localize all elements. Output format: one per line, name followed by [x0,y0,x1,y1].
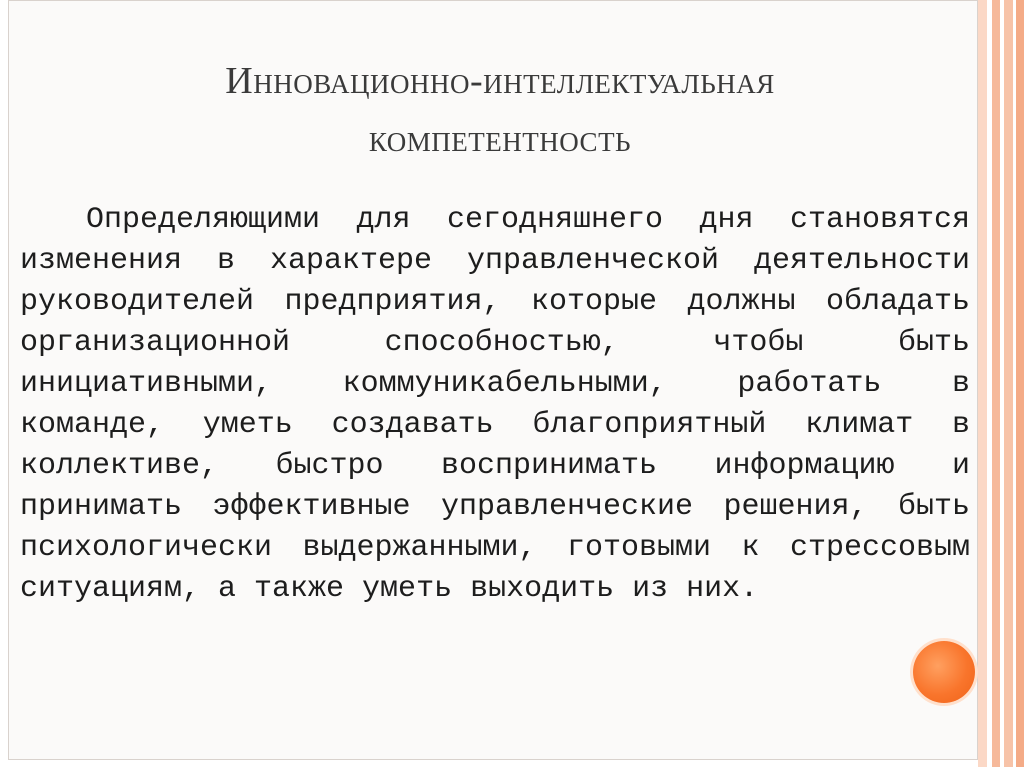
title-line-2: компетентность [368,118,632,160]
orange-circle-icon [913,641,975,703]
stripe [1016,0,1024,767]
stripe [992,0,1000,767]
slide-body-text: Определяющими для сегодняшнего дня становятся изменения в характере управленческой деятельности руководителей предприятия, которые должны обладать организационной способностью, чтобы быть инициативными, коммуникабельными, работать в команде, уметь создавать благоприятный климат в коллективе, быстро воспринимать информацию и принимать эффективные управленческие решения, быть психологически выдержанными, готовыми к стрессовым ситуациям, а также уметь выходить из них. [20,203,970,606]
stripe [1004,0,1013,767]
slide-title [60,52,940,168]
stripe [978,0,987,767]
decorative-stripes [978,0,1024,767]
title-line-1: Инновационно-интеллектуальная [225,60,775,102]
